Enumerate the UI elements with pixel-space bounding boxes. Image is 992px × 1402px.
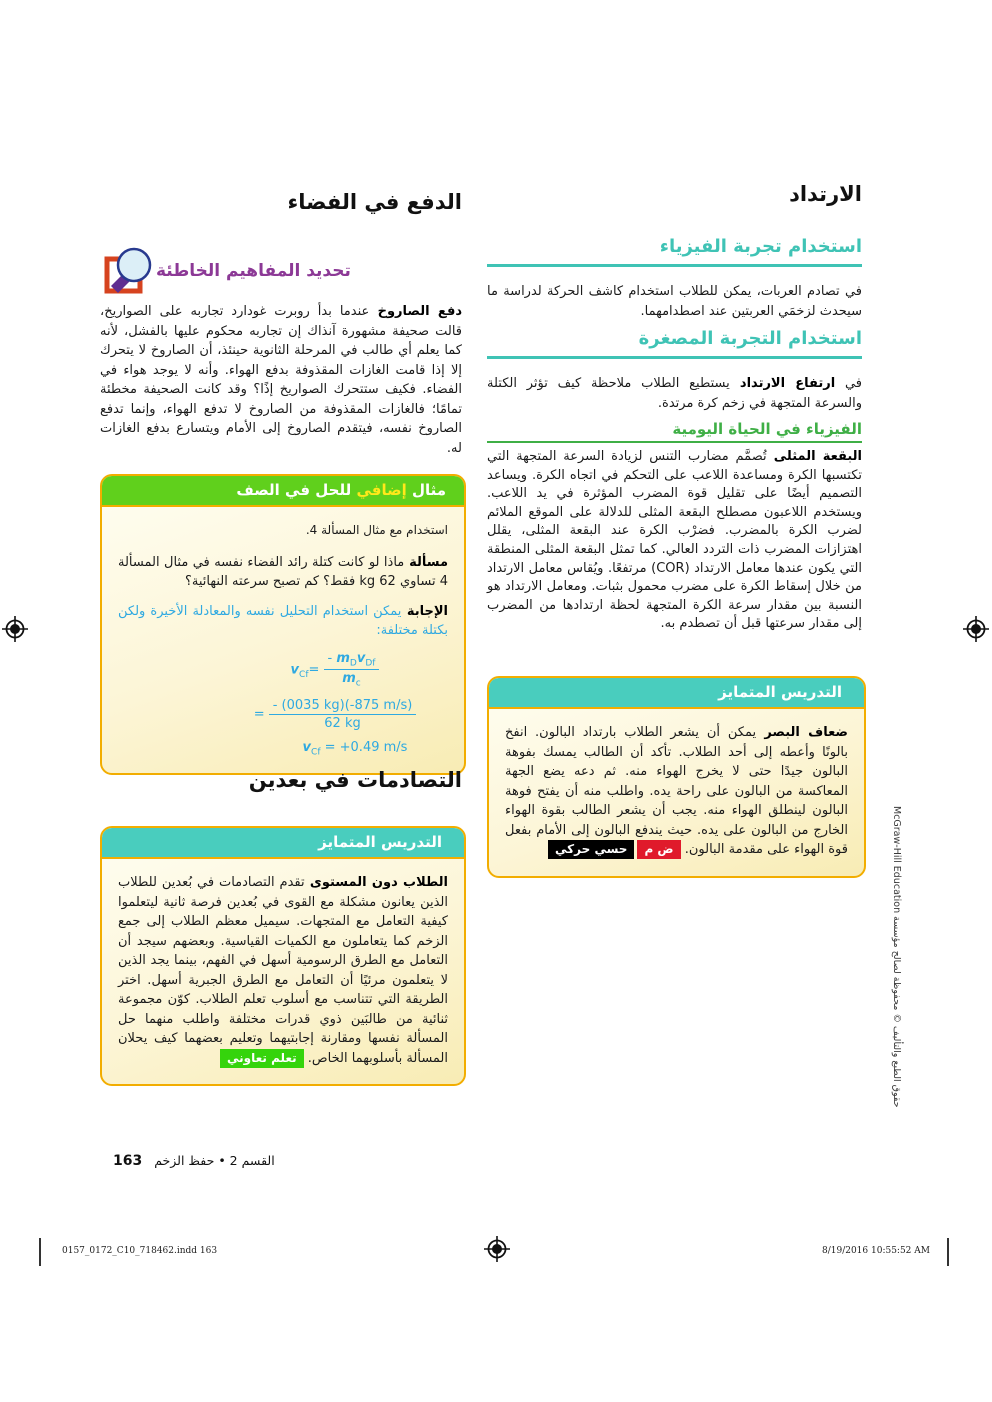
example-problem (118, 553, 448, 592)
registration-mark-left (2, 616, 28, 642)
problem-lead: مسألة (404, 554, 448, 570)
footer-section-label: القسم 2 • حفظ الزخم (154, 1153, 275, 1168)
diff-box-text: يمكن أن يشعر الطلاب بارتداد البالون. انفخ بالونًا وأعطه إلى أحد الطلاب. تأكد أن الطالب يمسك بفوهة البالون جيدًا حتى لا يخرج الهواء منه. ثم دعه يضع الجهة المعاكسة من البالون على راحة يده. واطلب منه أن يفتح فوهة البالون لينطلق الهواء منه. يجب أن يشعر الطالب بقوة الهواء الخارج من البالون على يده. حيث يندفع البالون إلى الأمام بفعل قوة الهواء على مقدمة البالون. (505, 725, 848, 857)
crop-tick-right (947, 1238, 949, 1266)
eq1-mc-sub: c (355, 678, 361, 689)
diff-box-lead: ضعاف البصر (756, 725, 848, 740)
answer-lead: الإجابة (401, 603, 448, 619)
print-datetime: 8/19/2016 10:55:52 AM (821, 1246, 930, 1256)
differentiated-instruction-box-rebound (487, 676, 866, 878)
solution-equations (118, 651, 448, 758)
copyright-vertical-text: حقوق الطبع والتأليف © محفوظة لصالح مؤسسة McGraw-Hill Education (891, 806, 902, 1108)
minilab-lead: ارتفاع الارتداد (729, 376, 836, 391)
eq2-numerator: - (0035 kg)(-875 m/s) (269, 698, 417, 715)
eq1-md-sub: D (349, 658, 357, 669)
page-title-collisions-2d: التصادمات في بعدين (248, 768, 462, 792)
registration-mark-bottom (484, 1236, 510, 1262)
misconception-lead: دفع الصاروخ (369, 304, 462, 319)
everyday-lead: البقعة المثلى (766, 449, 863, 464)
minilab-paragraph (487, 374, 862, 413)
additional-example-box (100, 474, 466, 775)
eq1-md: m (336, 650, 350, 666)
example-usage-note: استخدام مع مثال المسألة 4. (305, 523, 448, 537)
example-header-pre: مثال (406, 481, 446, 499)
result-var: v (302, 739, 312, 755)
differentiated-instruction-box-collisions (100, 826, 466, 1086)
problem-text: ماذا لو كانت كتلة رائد الفضاء نفسه في مثال المسألة 4 تساوي 62 kg فقط؟ كم تصبح سرعته النهائية؟ (118, 554, 448, 589)
eq1-mc: m (342, 671, 356, 687)
diff-box2-text: تقدم التصادمات في بُعدين للطلاب الذين يعانون مشكلة مع القوى في بُعدين فرصة ثانية ليتعلموا كيفية التعامل مع المتجهات. سيميل معظم الطلاب إلى جمع الزخم كما يتعاملون مع الكميات القياسية. وبعضهم سيجد أن التعامل مع الطرق الرسومية أسهل في الفهم، بينما يجد الذين لا يتعلمون مرئيًا أن التعامل مع الطرق الجبرية أسهل. اختر الطريقة التي تتناسب مع أسلوب تعلم الطلاب. كوّن مجموعة ثنائية من طالبَين ذوي قدرات مختلفة واطلب منهما حل المسألة نفسها ومقارنة إجابتيهما وتعليم بعضهما كيف يحلان المسألة بأسلوبهما الخاص. (118, 875, 448, 1066)
special-needs-badge: ض م (637, 840, 680, 859)
diff-box2-lead: الطلاب دون المستوى (304, 875, 448, 890)
eq1-var-sub: Cf (299, 669, 309, 680)
example-header-highlight: إضافي (351, 481, 407, 499)
eq2-denominator: 62 kg (324, 715, 361, 731)
physics-lab-paragraph: في تصادم العربات، يمكن للطلاب استخدام كاشف الحركة لدراسة ما سيحدث لزخمَي العربتين عند اصطدامهما. (487, 284, 862, 319)
result-rest: = +0.49 m/s (320, 739, 408, 755)
page-title-propulsion: الدفع في الفضاء (287, 190, 462, 214)
example-answer (118, 602, 448, 641)
everyday-text: تُصمَّم مضارب التنس لزيادة السرعة المتجهة التي تكتسبها الكرة ومساعدة اللاعب على التحكم في اتجاه الكرة. ويساعد التصميم أيضًا على تقليل قوة المضرب المؤثرة في يد اللاعب. ويستخدم اللاعبون مصطلح البقعة المثلى للدلالة على الموقع الملائم لضرب الكرة بالمضرب. فضرْب الكرة عند البقعة المثلى، يقلل اهتزازات المضرب ذات التردد العالي. كما تمثل البقعة المثلى المنطقة التي يكون عندها معامل الارتداد (COR) مرتفعًا. ويُقاس معامل الارتداد من خلال إسقاط الكرة على مضرب محمول بثبات. ومعامل الارتداد هو النسبة بين مقدار سرعة الكرة المتجهة لحظة ارتدادها من المضرب إلى مقدار سرعتها قبل أن تصطدم به. (487, 449, 862, 632)
eq1-vdf-sub: Df (365, 658, 376, 669)
eq1-fraction (324, 651, 380, 689)
eq1-vdf: v (356, 650, 366, 666)
eq1-minus: - (327, 650, 337, 666)
cooperative-learning-badge: تعلم تعاوني (220, 1049, 304, 1068)
misconception-heading: تحديد المفاهيم الخاطئة (156, 261, 351, 281)
example-box-header (102, 476, 464, 507)
misconception-paragraph (100, 302, 462, 458)
equation-line-2 (222, 698, 448, 731)
eq1-var: v (290, 662, 300, 678)
minilab-text: يستطيع الطلاب ملاحظة كيف تؤثر الكتلة والسرعة المتجهة في زخم كرة مرتدة. (487, 376, 862, 411)
diff-box-paragraph (505, 723, 848, 860)
footer-page-number: 163 (113, 1153, 143, 1169)
section-heading-physics-lab: استخدام تجربة الفيزياء (487, 236, 862, 267)
diff-box2-paragraph (118, 873, 448, 1068)
misconception-header-row (100, 246, 462, 296)
diff-box-header: التدريس المتمايز (489, 678, 864, 709)
equation-line-1 (222, 651, 448, 689)
minilab-pre: في (835, 376, 862, 391)
result-var-sub: Cf (311, 747, 321, 758)
page-footer (113, 1153, 275, 1169)
eq2-fraction (269, 698, 417, 731)
section-heading-everyday-physics: الفيزياء في الحياة اليومية (487, 420, 862, 443)
everyday-paragraph (487, 448, 862, 634)
kinesthetic-badge: حسي حركي (548, 840, 634, 859)
magnifier-pen-icon (100, 246, 154, 296)
example-header-post: للحل في الصف (236, 481, 352, 499)
registration-mark-right (963, 616, 989, 642)
section-heading-minilab: استخدام التجربة المصغرة (487, 328, 862, 359)
eq1-equals: = (308, 662, 320, 678)
crop-tick-left (39, 1238, 41, 1266)
eq2-equals: = (253, 706, 265, 722)
misconception-text: عندما بدأ روبرت غودارد تجاربه على الصواريخ، قالت صحيفة مشهورة آنذاك إن تجاربه محكوم عليها بالفشل، لأنه كما يعلم أي طالب في المرحلة الثانوية حينئذ، أن الصاروخ لا يتحرك إلا إذا قامت الغازات المقذوفة بدفع الهواء. وأنه لا يوجد هواء في الفضاء. فكيف ستتحرك الصواريخ إذًا؟ وقد كانت الصحيفة مخطئة تمامًا؛ فالغازات المقذوفة من الصاروخ لا تدفع الهواء، وإنما تدفع الصاروخ نفسه، فيتقدم الصاروخ إلى الأمام ويتسارع بدفع الغازات له. (100, 304, 462, 456)
diff-box2-header: التدريس المتمايز (102, 828, 464, 859)
answer-text: يمكن استخدام التحليل نفسه والمعادلة الأخيرة ولكن بكتلة مختلفة: (118, 603, 448, 638)
print-filename: 0157_0172_C10_718462.indd 163 (62, 1246, 218, 1256)
page-title-rebound: الارتداد (789, 182, 862, 206)
equation-result (222, 740, 448, 758)
